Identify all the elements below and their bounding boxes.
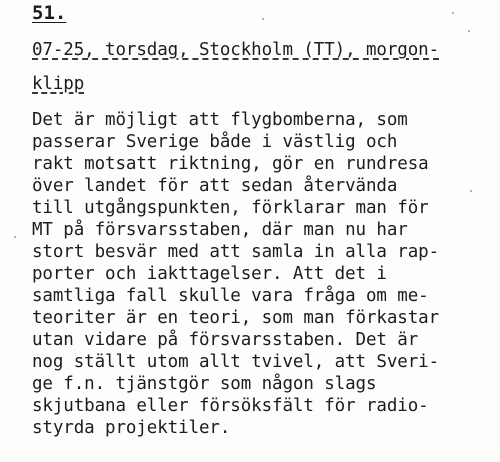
body-line: passerar Sverige både i västlig och xyxy=(32,132,398,152)
body-line: porter och iakttagelser. Att det i xyxy=(32,264,387,284)
body-line: ge f.n. tjänstgör som någon slags xyxy=(32,374,377,394)
header-line-2: klipp xyxy=(32,74,85,94)
clipping-number: 51. xyxy=(32,2,67,24)
body-line: teoriter är en teori, som man förkastar xyxy=(32,308,439,328)
body-line: rakt motsatt riktning, gör en rundresa xyxy=(32,154,429,174)
body-line: samtliga fall skulle vara fråga om me- xyxy=(32,286,429,306)
body-line: skjutbana eller försöksfält för radio- xyxy=(32,396,429,416)
body-line: nog ställt utom allt tvivel, att Sveri- xyxy=(32,352,439,372)
scan-speck xyxy=(470,190,472,192)
body-line: Det är möjligt att flygbomberna, som xyxy=(32,110,408,130)
body-line: MT på försvarsstaben, där man nu har xyxy=(32,220,408,240)
scan-speck xyxy=(14,236,16,238)
scan-speck xyxy=(468,30,470,32)
body-line: styrda projektiler. xyxy=(32,418,231,438)
scan-speck xyxy=(452,12,454,14)
scan-speck xyxy=(262,18,264,20)
body-line: till utgångspunkten, förklarar man för xyxy=(32,198,429,218)
header-line-1: 07-25, torsdag, Stockholm (TT), morgon- xyxy=(32,40,439,60)
body-line: stort besvär med att samla in alla rap- xyxy=(32,242,439,262)
body-line: över landet för att sedan återvända xyxy=(32,176,398,196)
body-line: utan vidare på försvarsstaben. Det är xyxy=(32,330,419,350)
